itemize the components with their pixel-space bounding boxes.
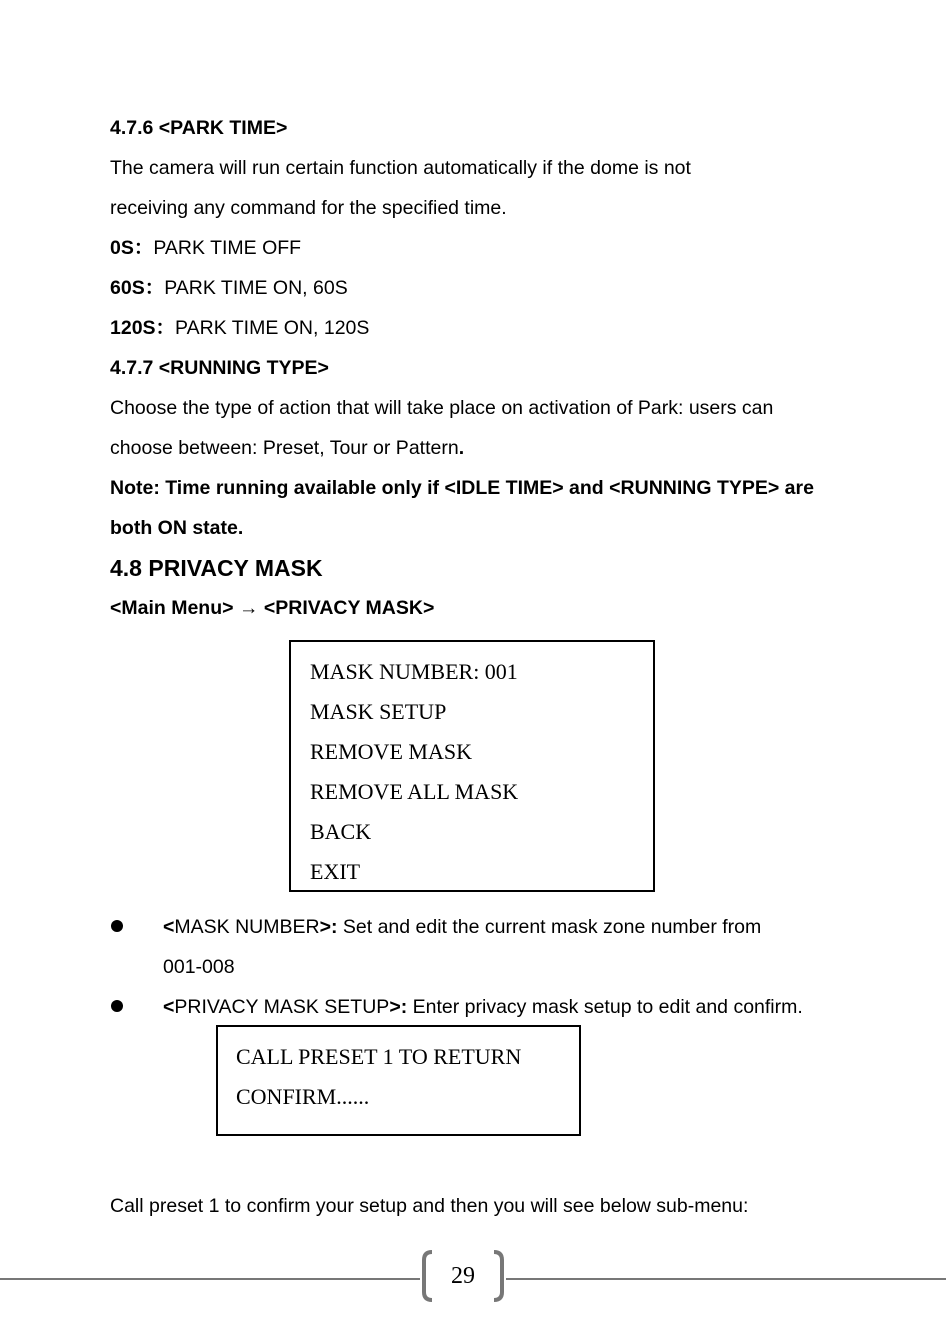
privacy-mask-menu-box xyxy=(289,640,655,892)
menu-item-call-preset: CALL PRESET 1 TO RETURN xyxy=(236,1044,522,1069)
option-value: PARK TIME ON, 120S xyxy=(175,317,370,339)
option-key: 60S： xyxy=(110,277,165,299)
bullet-term: PRIVACY MASK SETUP xyxy=(174,996,390,1018)
closing-paragraph: Call preset 1 to confirm your setup and then you will see below sub-menu: xyxy=(110,1195,749,1217)
bracket-close: >: xyxy=(319,916,338,938)
bracket-open: < xyxy=(163,996,175,1018)
menu-item-back: BACK xyxy=(310,819,372,844)
menu-item-mask-number: MASK NUMBER: 001 xyxy=(310,659,518,684)
park-time-paragraph-line-1: The camera will run certain function automatically if the dome is not xyxy=(110,157,691,179)
menu-path-right: <PRIVACY MASK> xyxy=(258,597,435,619)
bracket-close: >: xyxy=(389,996,408,1018)
section-heading-park-time: 4.7.6 <PARK TIME> xyxy=(110,117,288,139)
menu-item-remove-all-mask: REMOVE ALL MASK xyxy=(310,779,519,804)
note-line-1: Note: Time running available only if <IDLE TIME> and <RUNNING TYPE> are xyxy=(110,477,814,499)
bullet-dot-icon xyxy=(111,1000,123,1012)
bracket-open: < xyxy=(163,916,175,938)
running-type-paragraph-line-1: Choose the type of action that will take place on activation of Park: users can xyxy=(110,397,774,419)
park-time-paragraph-line-2: receiving any command for the specified time. xyxy=(110,197,507,219)
bullet-dot-icon xyxy=(111,920,123,932)
left-brace-icon xyxy=(420,1250,434,1302)
footer-rule-right xyxy=(506,1278,946,1280)
bullet-term: MASK NUMBER xyxy=(174,916,320,938)
paragraph-period: . xyxy=(458,437,465,459)
menu-path xyxy=(110,596,434,620)
footer-rule-left xyxy=(0,1278,420,1280)
arrow-right-icon: → xyxy=(238,597,259,619)
right-brace-icon xyxy=(492,1250,506,1302)
option-key: 0S： xyxy=(110,237,154,259)
option-value: PARK TIME OFF xyxy=(153,237,302,259)
park-time-option-120s xyxy=(110,316,369,340)
menu-item-exit: EXIT xyxy=(310,859,361,884)
confirm-menu-box xyxy=(216,1025,581,1136)
section-heading-running-type: 4.7.7 <RUNNING TYPE> xyxy=(110,357,329,379)
section-heading-privacy-mask: 4.8 PRIVACY MASK xyxy=(110,555,323,581)
menu-path-left: <Main Menu> xyxy=(110,597,239,619)
bullet-privacy-mask-setup xyxy=(163,995,803,1019)
option-value: PARK TIME ON, 60S xyxy=(164,277,348,299)
running-type-paragraph-line-2 xyxy=(110,436,464,460)
park-time-option-0s xyxy=(110,236,301,260)
menu-item-confirm: CONFIRM...... xyxy=(236,1084,370,1109)
park-time-option-60s xyxy=(110,276,348,300)
bullet-description: Enter privacy mask setup to edit and confirm. xyxy=(407,996,803,1018)
paragraph-text: choose between: Preset, Tour or Pattern xyxy=(110,437,459,459)
menu-item-mask-setup: MASK SETUP xyxy=(310,699,447,724)
page-number: 29 xyxy=(451,1263,475,1289)
bullet-mask-number-continued: 001-008 xyxy=(163,956,235,978)
bullet-description: Set and edit the current mask zone number from xyxy=(337,916,762,938)
note-line-2: both ON state. xyxy=(110,517,244,539)
option-key: 120S： xyxy=(110,317,176,339)
bullet-mask-number xyxy=(163,915,761,939)
menu-item-remove-mask: REMOVE MASK xyxy=(310,739,472,764)
